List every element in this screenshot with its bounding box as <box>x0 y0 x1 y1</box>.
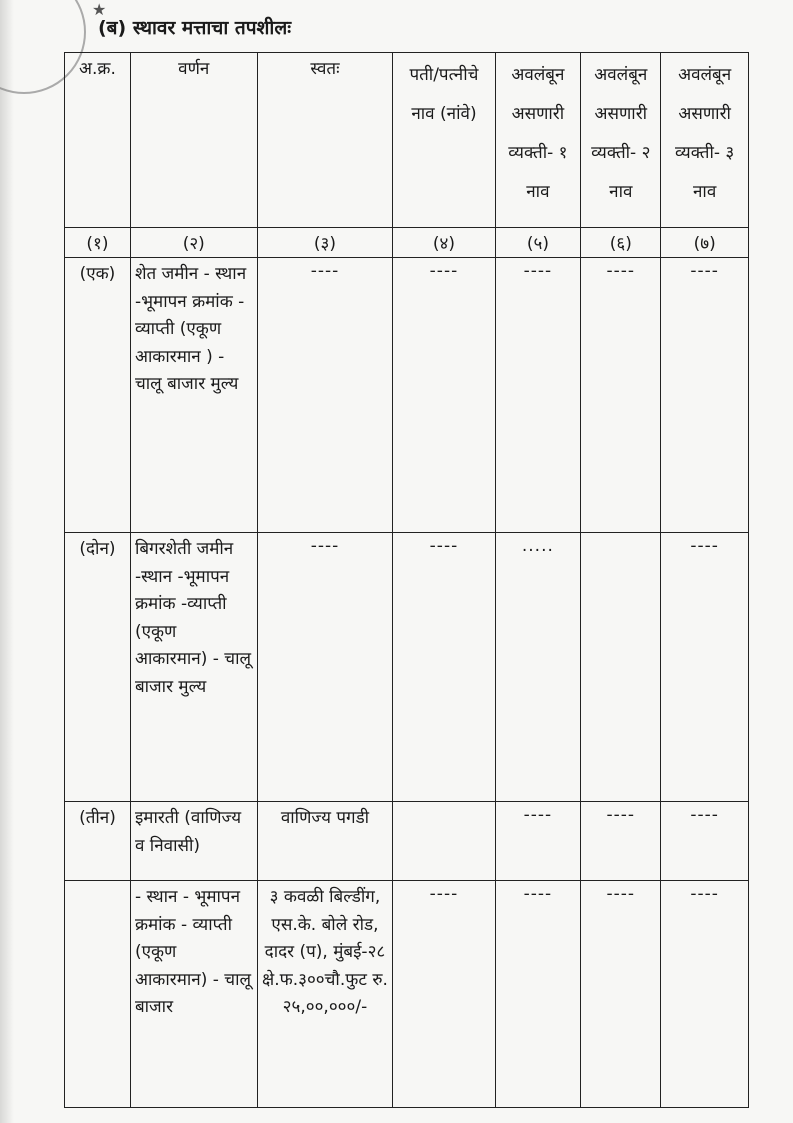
col-number: (५) <box>495 228 581 258</box>
description-cell: इमारती (वाणिज्य व निवासी) <box>130 802 257 881</box>
dependent-2-cell <box>581 533 661 802</box>
self-cell: ३ कवळी बिल्डींग, एस.के. बोले रोड, दादर (प), मुंबई-२८ क्षे.फ.३००चौ.फुट रु. २५,००,०००/- <box>257 881 393 1108</box>
serial-cell: (एक) <box>65 258 131 533</box>
spouse-cell: ---- <box>393 258 495 533</box>
self-cell: वाणिज्य पगडी <box>257 802 393 881</box>
description-cell: शेत जमीन - स्थान -भूमापन क्रमांक - व्याप्ती (एकूण आकारमान ) - चालू बाजार मुल्य <box>130 258 257 533</box>
spouse-cell: ---- <box>393 881 495 1108</box>
dependent-3-cell: ---- <box>661 881 749 1108</box>
col-number: (३) <box>257 228 393 258</box>
dependent-1-cell: ..... <box>495 533 581 802</box>
description-cell: बिगरशेती जमीन -स्थान -भूमापन क्रमांक -व्याप्ती (एकूण आकारमान) - चालू बाजार मुल्य <box>130 533 257 802</box>
col-header-dependent-3: अवलंबून असणारी व्यक्ती- ३ नाव <box>661 53 749 228</box>
dependent-1-cell: ---- <box>495 802 581 881</box>
immovable-assets-table <box>64 52 749 1108</box>
table-row <box>65 258 749 533</box>
dependent-2-cell: ---- <box>581 802 661 881</box>
serial-cell: (तीन) <box>65 802 131 881</box>
serial-cell <box>65 881 131 1108</box>
col-number: (४) <box>393 228 495 258</box>
dependent-1-cell: ---- <box>495 258 581 533</box>
col-header-serial: अ.क्र. <box>65 53 131 228</box>
dependent-1-cell: ---- <box>495 881 581 1108</box>
dependent-2-cell: ---- <box>581 881 661 1108</box>
dependent-3-cell: ---- <box>661 533 749 802</box>
section-heading: (ब) स्थावर मत्ताचा तपशीलः <box>98 17 292 39</box>
col-number: (६) <box>581 228 661 258</box>
spouse-cell: ---- <box>393 533 495 802</box>
column-number-row <box>65 228 749 258</box>
table-row <box>65 802 749 881</box>
self-cell: ---- <box>257 258 393 533</box>
col-header-spouse: पती/पत्नीचे नाव (नांवे) <box>393 53 495 228</box>
col-number: (१) <box>65 228 131 258</box>
serial-cell: (दोन) <box>65 533 131 802</box>
col-header-description: वर्णन <box>130 53 257 228</box>
col-number: (७) <box>661 228 749 258</box>
col-header-self: स्वतः <box>257 53 393 228</box>
dependent-2-cell: ---- <box>581 258 661 533</box>
page-edge-shadow <box>0 0 14 1123</box>
col-header-dependent-2: अवलंबून असणारी व्यक्ती- २ नाव <box>581 53 661 228</box>
dependent-3-cell: ---- <box>661 802 749 881</box>
col-number: (२) <box>130 228 257 258</box>
self-cell: ---- <box>257 533 393 802</box>
col-header-dependent-1: अवलंबून असणारी व्यक्ती- १ नाव <box>495 53 581 228</box>
spouse-cell <box>393 802 495 881</box>
table-row <box>65 881 749 1108</box>
description-cell: - स्थान - भूमापन क्रमांक - व्याप्ती (एकूण आकारमान) - चालू बाजार <box>130 881 257 1108</box>
header-row <box>65 53 749 228</box>
table-row <box>65 533 749 802</box>
dependent-3-cell: ---- <box>661 258 749 533</box>
star-icon: ★ <box>92 0 107 19</box>
